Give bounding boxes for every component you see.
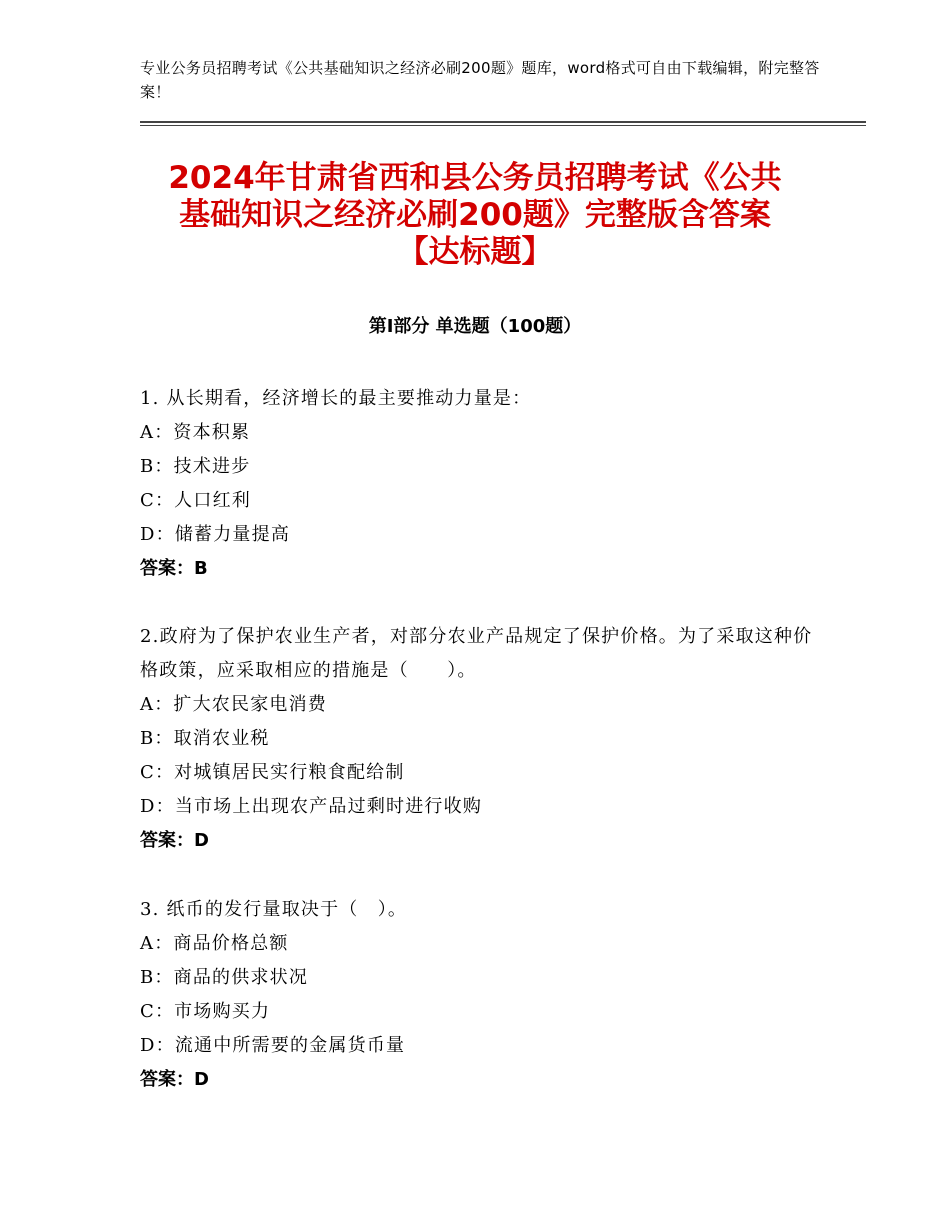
header-divider-thin	[140, 125, 866, 126]
option-d: D：储蓄力量提高	[140, 524, 291, 545]
option-b: B：取消农业税	[140, 728, 270, 749]
option-a: A：商品价格总额	[140, 933, 289, 954]
option-a: A：扩大农民家电消费	[140, 694, 327, 715]
header-note: 专业公务员招聘考试《公共基础知识之经济必刷200题》题库，word格式可自由下载编辑，附完整答案！	[140, 59, 820, 101]
question-1	[140, 382, 820, 586]
question-stem: 3. 纸币的发行量取决于（ ）。	[140, 899, 408, 920]
option-d: D：当市场上出现农产品过剩时进行收购	[140, 796, 483, 817]
header-divider-thick	[140, 121, 866, 123]
question-2	[140, 620, 820, 858]
answer: 答案：B	[140, 558, 208, 579]
question-stem: 1. 从长期看，经济增长的最主要推动力量是：	[140, 388, 532, 409]
title-line-3: 【达标题】	[397, 234, 553, 270]
option-c: C：对城镇居民实行粮食配给制	[140, 762, 405, 783]
title-line-2: 基础知识之经济必刷200题》完整版含答案	[179, 197, 771, 233]
option-b: B：技术进步	[140, 456, 251, 477]
option-a: A：资本积累	[140, 422, 251, 443]
option-b: B：商品的供求状况	[140, 967, 309, 988]
answer: 答案：D	[140, 830, 209, 851]
document-title	[120, 160, 830, 271]
question-stem: 2.政府为了保护农业生产者，对部分农业产品规定了保护价格。为了采取这种价格政策，应采取相应的措施是（ ）。	[140, 626, 813, 681]
answer: 答案：D	[140, 1069, 209, 1090]
option-d: D：流通中所需要的金属货币量	[140, 1035, 406, 1056]
option-c: C：市场购买力	[140, 1001, 271, 1022]
section-title: 第Ⅰ部分 单选题（100题）	[368, 316, 582, 337]
option-c: C：人口红利	[140, 490, 251, 511]
question-3	[140, 893, 820, 1097]
title-line-1: 2024年甘肃省西和县公务员招聘考试《公共	[168, 160, 782, 196]
